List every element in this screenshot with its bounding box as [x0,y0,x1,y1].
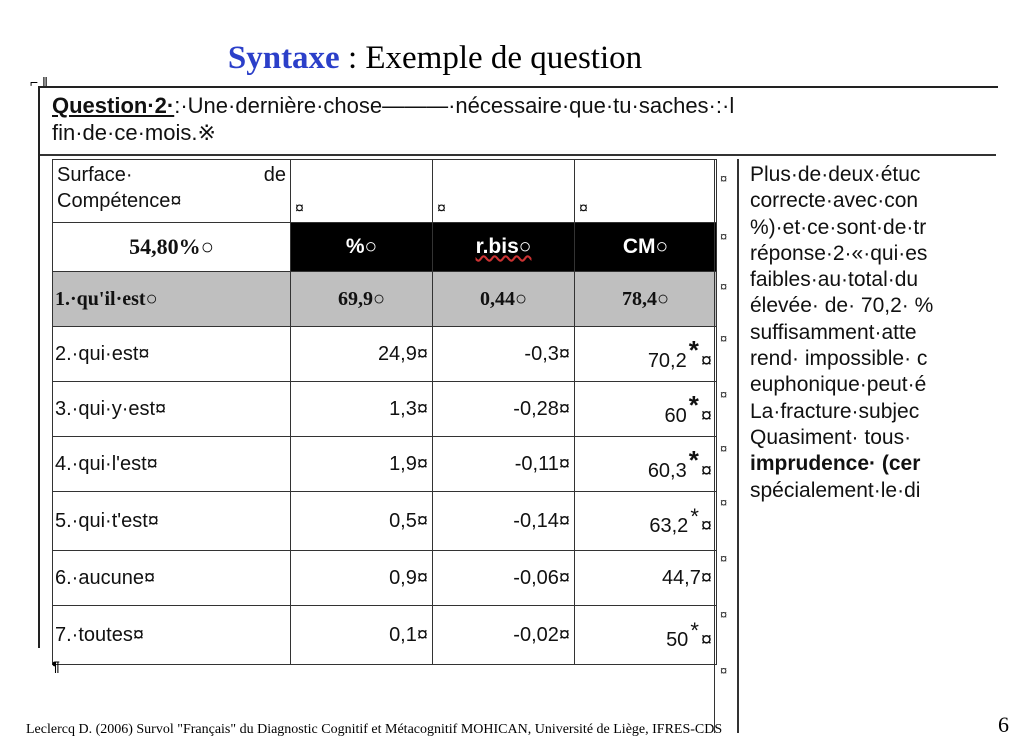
question-text [52,92,996,146]
header-sym-1: ¤ [291,160,433,223]
col-header-percent: %○ [291,223,433,272]
answer-cm: 70,2* ¤ [575,327,717,382]
answer-percent: 1,9¤ [291,437,433,492]
answer-rbis: -0,14¤ [433,492,575,551]
answer-label: 7.·toutes¤ [53,606,291,665]
document-screenshot [38,86,996,678]
commentary-column [750,162,1010,504]
table-row [53,551,717,606]
cell-end-mark: ¤ [720,663,728,678]
surface-competence-cell: Surface· de Compétence¤ [53,160,291,223]
answer-percent: 1,3¤ [291,382,433,437]
question-line-2: fin·de·ce·mois.※ [52,120,216,145]
cell-end-mark: ¤ [720,495,728,510]
competence-percentage: 54,80%○ [53,223,291,272]
stats-header-row [53,223,717,272]
commentary-line: rend· impossible· c [750,347,928,371]
slide-title [0,40,870,77]
commentary-line: faibles·au·total·du [750,268,919,292]
commentary-line: spécialement·le·di [750,478,921,502]
cell-end-mark: ¤ [720,331,728,346]
paragraph-mark: ¶ [52,658,60,674]
table-row [53,382,717,437]
answer-cm: 60* ¤ [575,382,717,437]
question-divider [40,154,996,156]
answer-label: 5.·qui·t'est¤ [53,492,291,551]
answer-cm: 44,7¤ [575,551,717,606]
col-header-rbis: r.bis○ [433,223,575,272]
answer-cm: 50* ¤ [575,606,717,665]
answer-percent: 0,1¤ [291,606,433,665]
answer-percent: 0,5¤ [291,492,433,551]
table-header-row [53,160,717,223]
star-marker: * [688,335,699,365]
table-row [53,272,717,327]
answer-label: 6.·aucune¤ [53,551,291,606]
commentary-line: Quasiment· tous· [750,425,912,449]
table-row [53,437,717,492]
cell-end-column [714,159,739,733]
commentary-line: euphonique·peut·é [750,373,927,397]
answer-cm: 60,3* ¤ [575,437,717,492]
slide-footer: Leclercq D. (2006) Survol "Français" du Diagnostic Cognitif et Métacognitif MOHICAN, Université de Liège, IFRES-CDS [26,722,723,737]
commentary-line: suffisamment·atte [750,320,917,344]
answer-percent: 24,9¤ [291,327,433,382]
header-sym-2: ¤ [433,160,575,223]
answer-label: 2.·qui·est¤ [53,327,291,382]
cell-end-mark: ¤ [720,229,728,244]
answer-cm: 78,4○ [575,272,717,327]
answer-label: 3.·qui·y·est¤ [53,382,291,437]
star-marker: * [690,504,699,529]
answer-stats-table [52,159,717,665]
col-header-cm: CM○ [575,223,717,272]
question-label: Question·2· [52,93,175,118]
cell-end-mark: ¤ [720,607,728,622]
commentary-line: %)·et·ce·sont·de·tr [750,215,927,239]
formatting-marks-top: ⌐ ‖ [30,74,48,90]
table-row [53,606,717,665]
title-keyword: Syntaxe [227,40,340,76]
header-sym-3: ¤ [575,160,717,223]
commentary-line: réponse·2·«·qui·es [750,241,928,265]
question-line-1: :·Une·dernière·chose———·nécessaire·que·tu·saches·:·l [174,93,735,118]
page-number: 6 [998,712,1009,737]
commentary-line: Plus·de·deux·étuc [750,163,921,186]
answer-rbis: -0,11¤ [433,437,575,492]
answer-rbis: 0,44○ [433,272,575,327]
commentary-line: La·fracture·subjec [750,399,920,423]
star-marker: * [688,445,699,475]
answer-rbis: -0,06¤ [433,551,575,606]
commentary-line: élevée· de· 70,2· % [750,294,934,318]
title-rest: : Exemple de question [339,40,643,76]
commentary-line: imprudence· (cer [750,452,921,476]
answer-rbis: -0,28¤ [433,382,575,437]
table-row [53,492,717,551]
cell-end-mark: ¤ [720,171,728,186]
answer-percent: 0,9¤ [291,551,433,606]
commentary-line: correcte·avec·con [750,189,919,213]
cell-end-mark: ¤ [720,279,728,294]
star-marker: * [688,390,699,420]
answer-percent: 69,9○ [291,272,433,327]
cell-end-mark: ¤ [720,551,728,566]
cell-end-mark: ¤ [720,387,728,402]
answer-rbis: -0,3¤ [433,327,575,382]
cell-end-mark: ¤ [720,441,728,456]
answer-cm: 63,2* ¤ [575,492,717,551]
answer-label: 4.·qui·l'est¤ [53,437,291,492]
star-marker: * [690,618,699,643]
answer-rbis: -0,02¤ [433,606,575,665]
table-row [53,327,717,382]
answer-label: 1.·qu'il·est○ [53,272,291,327]
